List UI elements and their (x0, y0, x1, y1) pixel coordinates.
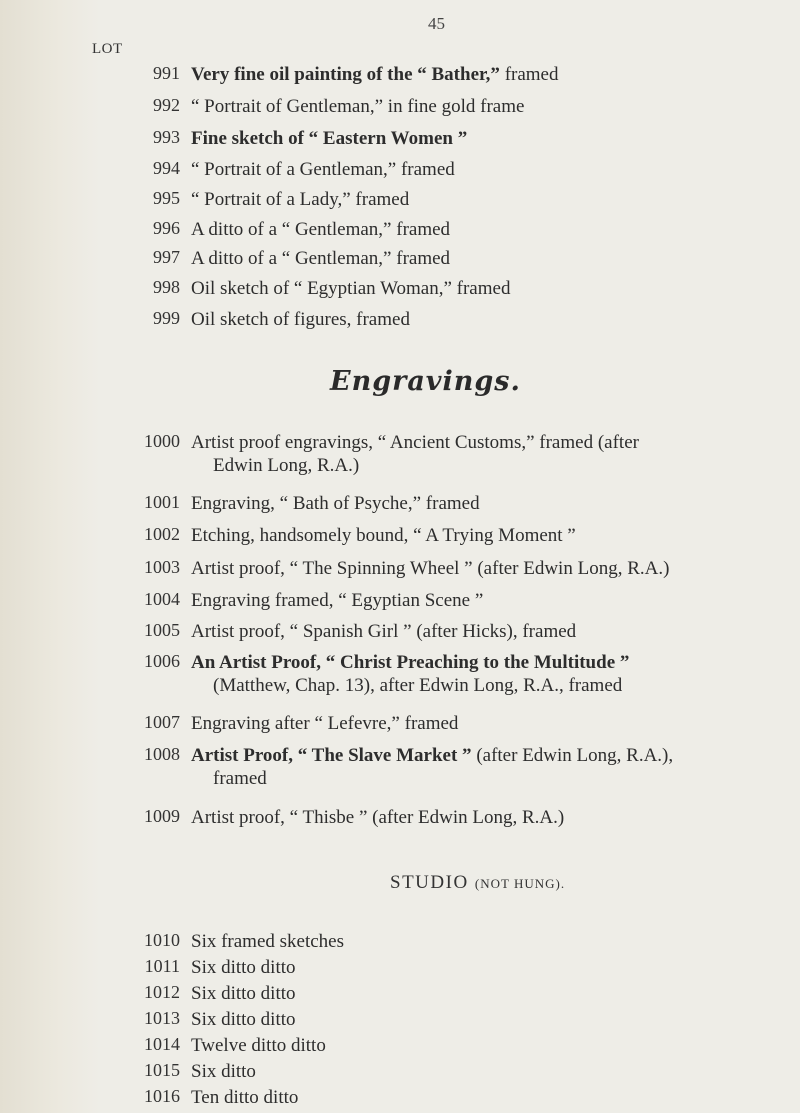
lot-description: Six ditto ditto (191, 983, 296, 1004)
lot-description: Etching, handsomely bound, “ A Trying Moment ” (191, 525, 576, 546)
lot-number: 1012 (144, 982, 180, 1002)
lot-number: 1003 (144, 557, 180, 577)
page-number: 45 (428, 14, 445, 33)
lot-description: A ditto of a “ Gentleman,” framed (191, 219, 451, 240)
lot-description: “ Portrait of Gentleman,” in fine gold frame (191, 96, 525, 117)
lot-description: Very fine oil painting of the “ Bather,” framed (191, 64, 559, 85)
lot-description: An Artist Proof, “ Christ Preaching to the Multitude ” (Matthew, Chap. 13), after Edwin Long, R.A., framed (191, 652, 630, 696)
lot-description: Fine sketch of “ Eastern Women ” (191, 128, 468, 149)
lot-description: Artist proof, “ Thisbe ” (after Edwin Long, R.A.) (191, 807, 565, 828)
lot-number: 1004 (144, 589, 180, 609)
lot-description: Oil sketch of figures, framed (191, 309, 410, 330)
lot-number: 1010 (144, 930, 180, 950)
lot-number: 992 (153, 95, 180, 115)
lot-number: 998 (153, 277, 180, 297)
lot-description: Ten ditto ditto (191, 1087, 299, 1108)
lot-number: 1007 (144, 712, 180, 732)
lot-number: 1015 (144, 1060, 180, 1080)
lot-description: Engraving after “ Lefevre,” framed (191, 713, 459, 734)
lot-number: 991 (153, 63, 180, 83)
lot-description: Artist proof engravings, “ Ancient Customs,” framed (after Edwin Long, R.A.) (191, 432, 639, 476)
studio-heading: STUDIO (NOT HUNG). (390, 872, 566, 893)
lot-number: 1013 (144, 1008, 180, 1028)
lot-description: “ Portrait of a Gentleman,” framed (191, 159, 455, 180)
lot-description: Artist proof, “ The Spinning Wheel ” (after Edwin Long, R.A.) (191, 558, 670, 579)
lot-description: Six ditto ditto (191, 1009, 296, 1030)
lot-description: Artist proof, “ Spanish Girl ” (after Hicks), framed (191, 621, 577, 642)
lot-number: 1006 (144, 651, 180, 671)
lot-number: 1001 (144, 492, 180, 512)
lot-description: Six ditto (191, 1061, 256, 1082)
lot-number: 1009 (144, 806, 180, 826)
lot-number: 996 (153, 218, 180, 238)
lot-description: “ Portrait of a Lady,” framed (191, 189, 410, 210)
lot-description: Engraving, “ Bath of Psyche,” framed (191, 493, 480, 514)
lot-number: 995 (153, 188, 180, 208)
lot-description: Six framed sketches (191, 931, 345, 952)
lot-number: 999 (153, 308, 180, 328)
lot-description: A ditto of a “ Gentleman,” framed (191, 248, 451, 269)
lot-description: Six ditto ditto (191, 957, 296, 978)
lot-description: Artist Proof, “ The Slave Market ” (after Edwin Long, R.A.), framed (191, 745, 674, 789)
lot-number: 994 (153, 158, 180, 178)
lot-number: 1002 (144, 524, 180, 544)
lot-number: 1011 (144, 956, 180, 976)
lot-column-header: LOT (92, 41, 123, 57)
lot-description: Oil sketch of “ Egyptian Woman,” framed (191, 278, 511, 299)
lot-number: 997 (153, 247, 180, 267)
lot-number: 1014 (144, 1034, 180, 1054)
lot-description: Engraving framed, “ Egyptian Scene ” (191, 590, 484, 611)
lot-number: 1005 (144, 620, 180, 640)
engravings-heading: Engravings. (330, 366, 521, 397)
lot-number: 1008 (144, 744, 180, 764)
lot-number: 1000 (144, 431, 180, 451)
lot-description: Twelve ditto ditto (191, 1035, 326, 1056)
lot-number: 1016 (144, 1086, 180, 1106)
lot-number: 993 (153, 127, 180, 147)
